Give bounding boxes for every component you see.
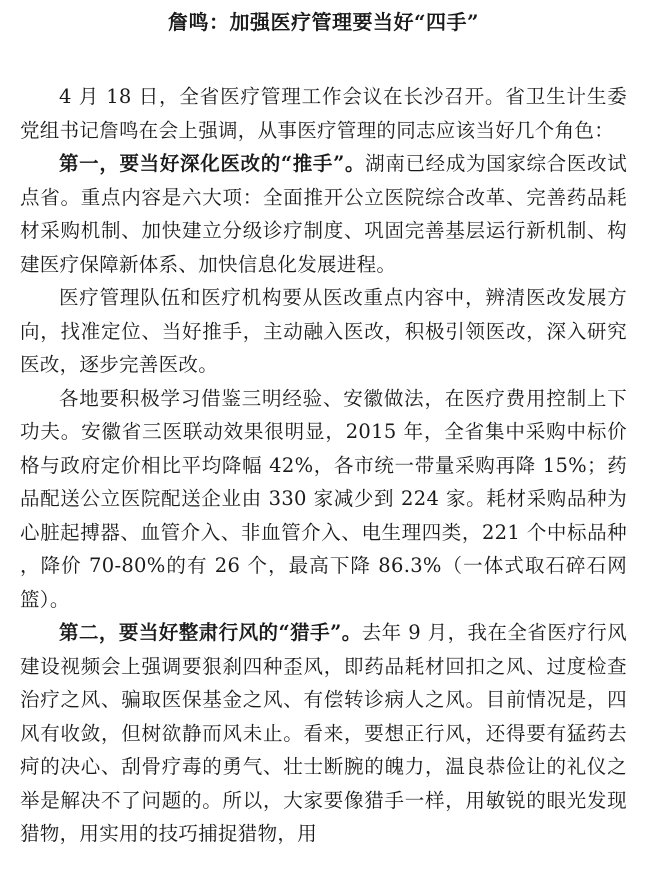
paragraph-text: 医疗管理队伍和医疗机构要从医改重点内容中，辨清医改发展方向，找准定位、当好推手，主动融入医改，积极引领医改，深入研究医改，逐步完善医改。: [20, 286, 627, 376]
paragraph-first-point: [20, 147, 627, 281]
paragraph-text: 湖南已经成为国家综合医改试点省。重点内容是六大项：全面推开公立医院综合改革、完善药品耗材采购机制、加快建立分级诊疗制度、巩固完善基层运行新机制、构建医疗保障新体系、加快信息化发展进程。: [20, 152, 627, 276]
paragraph-intro: [20, 80, 627, 147]
paragraph-text: 去年 9 月，我在全省医疗行风建设视频会上强调要狠刹四种歪风，即药品耗材回扣之风、过度检查治疗之风、骗取医保基金之风、有偿转诊病人之风。目前情况是，四风有收敛，但树欲静而风未止。看来，要想正行风，还得要有猛药去疴的决心、刮骨疗毒的勇气、壮士断腕的魄力，温良恭俭让的礼仪之举是解决不了问题的。所以，大家要像猎手一样，用敏锐的眼光发现猎物，用实用的技巧捕捉猎物，用: [20, 621, 628, 845]
paragraph-lead: 第一，要当好深化医改的“推手”。: [59, 152, 366, 175]
paragraph-text: 各地要积极学习借鉴三明经验、安徽做法，在医疗费用控制上下功夫。安徽省三医联动效果很明显，2015 年，全省集中采购中标价格与政府定价相比平均降幅 42%，各市统一带量采购再降 15%；药品配送公立医院配送企业由 330 家减少到 224 家。耗材采购品种为心脏起搏器、血管介入、非血管介入、电生理四类，221 个中标品种 ，降价 70-80%的有 26 个，最高下降 86.3%（一体式取石碎石网篮）。: [20, 386, 627, 611]
article-title: 詹鸣：加强医疗管理要当好“四手”: [167, 10, 479, 34]
paragraph-second-point: [20, 616, 627, 851]
paragraph-text: 4 月 18 日，全省医疗管理工作会议在长沙召开。省卫生计生委党组书记詹鸣在会上强调，从事医疗管理的同志应该当好几个角色：: [20, 85, 627, 142]
paragraph-reform-direction: [20, 281, 627, 382]
paragraph-cost-control: [20, 382, 627, 617]
paragraph-lead: 第二，要当好整肃行风的“猎手”。: [59, 621, 362, 644]
